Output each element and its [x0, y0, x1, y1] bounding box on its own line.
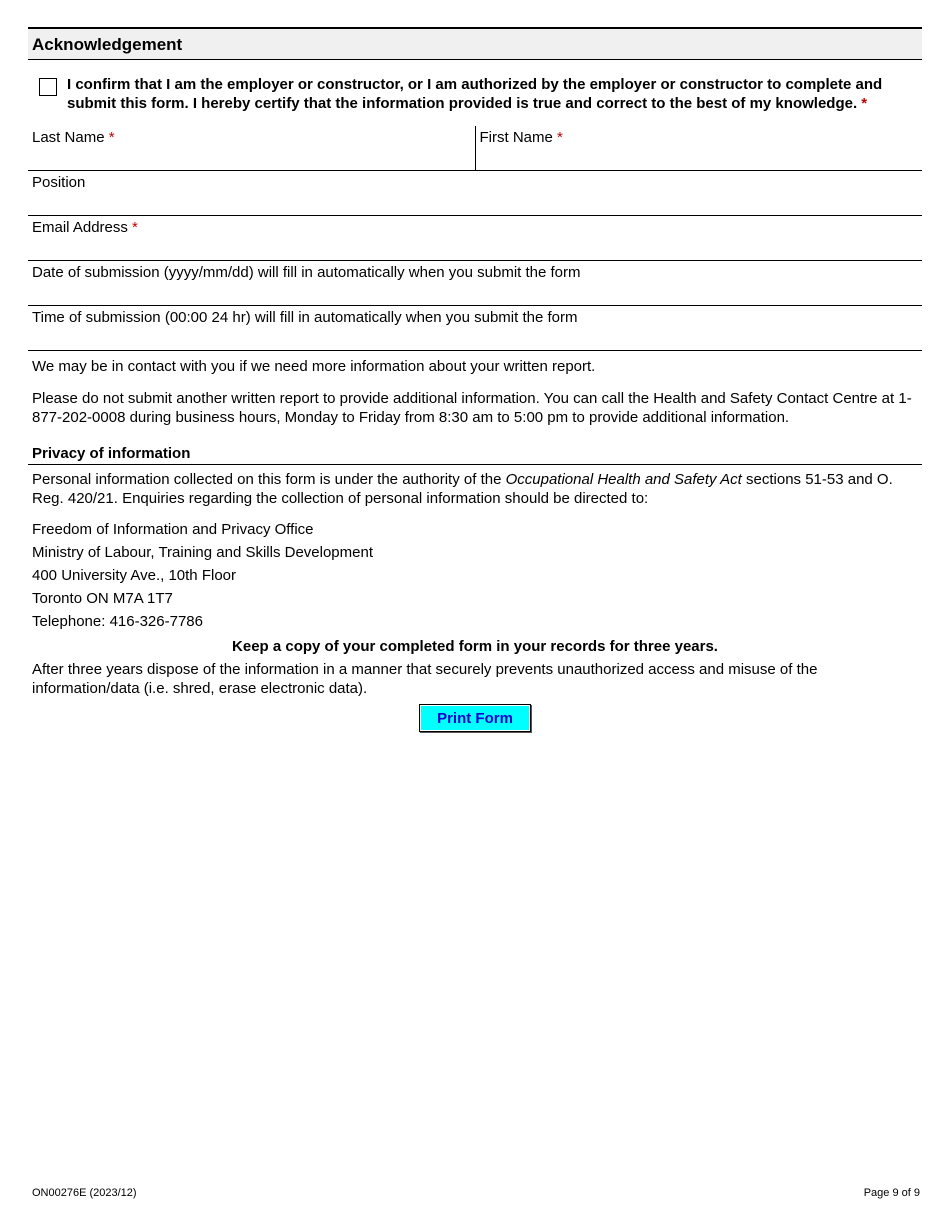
required-mark: * — [108, 129, 115, 146]
privacy-text-before: Personal information collected on this form is under the authority of the — [32, 471, 506, 488]
first-name-input[interactable] — [480, 148, 919, 168]
date-row — [28, 261, 922, 306]
form-id: ON00276E (2023/12) — [32, 1187, 137, 1199]
print-wrap — [28, 704, 922, 732]
last-name-input[interactable] — [32, 148, 471, 168]
email-row — [28, 216, 922, 261]
section-title: Acknowledgement — [28, 27, 922, 60]
confirm-text: I confirm that I am the employer or constructor, or I am authorized by the employer or constructor to complete and submit this form. I hereby certify that the information provided is true and correct to the best of my knowledge. — [67, 76, 883, 112]
required-mark: * — [132, 219, 138, 236]
time-field — [28, 306, 922, 350]
first-name-field — [475, 126, 923, 170]
confirm-row — [28, 60, 922, 126]
additional-info-note: Please do not submit another written report to provide additional information. You can call the Health and Safety Contact Centre at 1-877-202-0008 during business hours, Monday to Friday from 8:30 am to 5:00 pm to provide additional information. — [32, 390, 912, 426]
position-label: Position — [32, 174, 86, 191]
date-field — [28, 261, 922, 305]
address-line: Toronto ON M7A 1T7 — [32, 590, 173, 607]
contact-note: We may be in contact with you if we need more information about your written report. — [32, 358, 596, 375]
address-line: Telephone: 416-326-7786 — [32, 613, 203, 630]
keep-copy-notice: Keep a copy of your completed form in your records for three years. — [232, 638, 718, 655]
privacy-title: Privacy of information — [28, 445, 922, 465]
time-label: Time of submission (00:00 24 hr) will fill in automatically when you submit the form — [32, 309, 578, 326]
required-mark: * — [861, 95, 868, 112]
dispose-note: After three years dispose of the information in a manner that securely prevents unauthorized access and misuse of the information/data (i.e. shred, erase electronic data). — [32, 661, 818, 697]
position-field — [28, 171, 922, 215]
privacy-office-address — [28, 518, 922, 633]
confirm-checkbox[interactable] — [39, 78, 57, 96]
email-field — [28, 216, 922, 260]
time-row — [28, 306, 922, 351]
first-name-label: First Name — [479, 129, 553, 146]
position-row — [28, 171, 922, 216]
email-label: Email Address — [32, 219, 128, 236]
last-name-field — [28, 126, 475, 170]
address-line: Freedom of Information and Privacy Office — [32, 521, 314, 538]
date-label: Date of submission (yyyy/mm/dd) will fill in automatically when you submit the form — [32, 264, 581, 281]
address-line: 400 University Ave., 10th Floor — [32, 567, 236, 584]
print-form-button[interactable]: Print Form — [419, 704, 531, 732]
position-input[interactable] — [32, 193, 918, 213]
page-number: Page 9 of 9 — [863, 1187, 920, 1199]
act-name: Occupational Health and Safety Act — [505, 471, 742, 488]
privacy-text-after: sections 51-53 and O. Reg. 420/21. Enquiries regarding the collection of personal information should be directed to: — [32, 471, 893, 507]
form-page — [28, 27, 922, 732]
required-mark: * — [557, 129, 563, 146]
confirm-statement — [67, 75, 922, 113]
email-input[interactable] — [32, 238, 918, 258]
address-line: Ministry of Labour, Training and Skills Development — [32, 544, 374, 561]
name-row — [28, 126, 922, 171]
last-name-label: Last Name — [32, 129, 105, 146]
privacy-text — [28, 470, 922, 508]
